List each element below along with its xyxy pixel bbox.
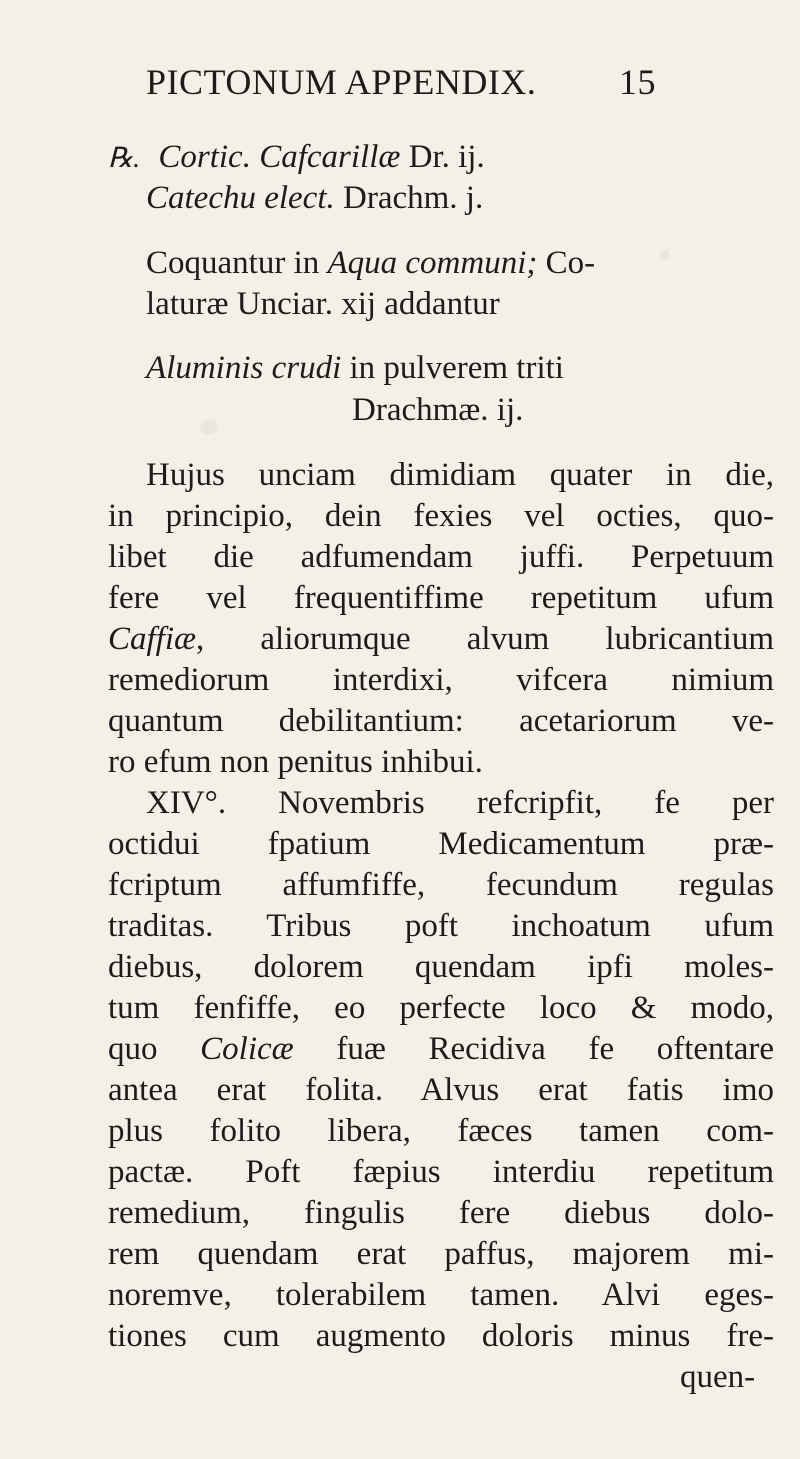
running-header bbox=[146, 62, 656, 102]
body-line: Caffiæ, aliorumque alvum lubricantium bbox=[108, 621, 774, 657]
body-line: octidui fpatium Medicamentum præ- bbox=[108, 826, 774, 862]
recipe-symbol: ℞. bbox=[108, 143, 141, 174]
body-line: traditas. Tribus poft inchoatum ufum bbox=[108, 908, 774, 944]
body-line: in principio, dein fexies vel octies, quo- bbox=[108, 498, 774, 534]
paper-spot bbox=[660, 250, 670, 260]
recipe-line-1: ℞. Cortic. Cafcarillæ Dr. ij. bbox=[108, 139, 485, 175]
aluminis-line-2: Drachmæ. ij. bbox=[352, 392, 524, 428]
paper-spot bbox=[200, 420, 218, 434]
recipe-line-2: Catechu elect. Drachm. j. bbox=[146, 180, 484, 216]
body-line: antea erat folita. Alvus erat fatis imo bbox=[108, 1072, 774, 1108]
coquantur-line-2: laturæ Unciar. xij addantur bbox=[146, 286, 500, 322]
body-line: tiones cum augmento doloris minus fre- bbox=[108, 1318, 774, 1354]
catchword: quen- bbox=[680, 1359, 756, 1395]
coquantur-line-1: Coquantur in Aqua communi; Co- bbox=[146, 245, 596, 281]
page-number: 15 bbox=[619, 62, 656, 102]
header-title: PICTONUM APPENDIX. bbox=[146, 62, 537, 102]
body-line: noremve, tolerabilem tamen. Alvi eges- bbox=[108, 1277, 774, 1313]
body-line: plus folito libera, fæces tamen com- bbox=[108, 1113, 774, 1149]
body-line: fcriptum affumfiffe, fecundum regulas bbox=[108, 867, 774, 903]
body-line: Hujus unciam dimidiam quater in die, bbox=[146, 457, 774, 493]
body-line: quo Colicæ fuæ Recidiva fe oftentare bbox=[108, 1031, 775, 1067]
body-line: ro efum non penitus inhibui. bbox=[108, 744, 483, 780]
body-line: remediorum interdixi, vifcera nimium bbox=[108, 662, 774, 698]
body-line: tum fenfiffe, eo perfecte loco & modo, bbox=[108, 990, 774, 1026]
body-line: libet die adfumendam juffi. Perpetuum bbox=[108, 539, 774, 575]
aluminis-line-1: Aluminis crudi in pulverem triti bbox=[146, 350, 564, 386]
body-line: rem quendam erat paffus, majorem mi- bbox=[108, 1236, 774, 1272]
body-line: XIV°. Novembris refcripfit, fe per bbox=[146, 785, 774, 821]
body-line: quantum debilitantium: acetariorum ve- bbox=[108, 703, 774, 739]
body-line: fere vel frequentiffime repetitum ufum bbox=[108, 580, 774, 616]
body-line: diebus, dolorem quendam ipfi moles- bbox=[108, 949, 774, 985]
body-line: pactæ. Poft fæpius interdiu repetitum bbox=[108, 1154, 774, 1190]
body-line: remedium, fingulis fere diebus dolo- bbox=[108, 1195, 774, 1231]
